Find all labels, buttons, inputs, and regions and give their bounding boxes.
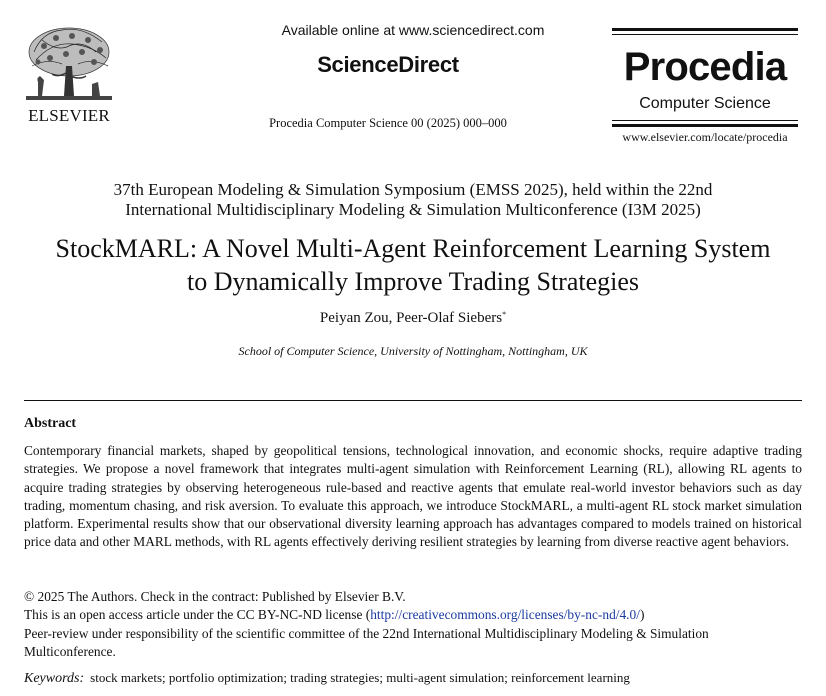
procedia-title: Procedia <box>623 45 787 89</box>
conference-line-1: 37th European Modeling & Simulation Symposium (EMSS 2025), held within the 22nd <box>113 180 713 199</box>
conference-info <box>0 180 826 220</box>
paper-title <box>0 232 826 298</box>
affiliation: School of Computer Science, University of Nottingham, Nottingham, UK <box>238 344 588 358</box>
keywords-label: Keywords: <box>24 671 85 686</box>
abstract-heading: Abstract <box>24 416 77 431</box>
keywords <box>24 670 814 687</box>
authors <box>0 310 826 327</box>
journal-citation: Procedia Computer Science 00 (2025) 000–000 <box>269 116 507 130</box>
abstract-text: Contemporary financial markets, shaped by geopolitical tensions, technological innovation, and economic shocks, require adaptive trading strategies. We propose a novel framework that integrates multi-agent simulation with Reinforcement Learning (RL), allowing RL agents to acquire trading strategies by observing heterogeneous rule-based and reactive agents that emulate real-world investor behaviors such as day trading, momentum chasing, and risk aversion. To evaluate this approach, we introduce StockMARL, a multi-agent RL stock market simulation platform. Experimental results show that our observational diversity learning approach has advantages compared to models trained on historical price data and other MARL methods, with RL agents effectively deriving resilient strategies by learning from diverse reactive agent behaviors. <box>24 443 802 550</box>
conference-line-2: International Multidisciplinary Modeling & Simulation Multiconference (I3M 2025) <box>125 200 701 219</box>
title-line-2: to Dynamically Improve Trading Strategies <box>186 267 640 296</box>
license-suffix: ) <box>639 607 645 623</box>
license-prefix: This is an open access article under the CC BY-NC-ND license ( <box>24 607 371 623</box>
corresponding-author-mark: * <box>502 310 507 319</box>
copyright-line: © 2025 The Authors. Check in the contract: Published by Elsevier B.V. <box>24 589 406 604</box>
author-names: Peiyan Zou, Peer-Olaf Siebers <box>319 310 503 326</box>
procedia-logo-box <box>612 28 798 127</box>
available-online-text: Available online at www.sciencedirect.com <box>281 22 545 38</box>
divider <box>24 400 802 401</box>
copyright-block <box>24 588 802 661</box>
title-line-1: StockMARL: A Novel Multi-Agent Reinforcement Learning System <box>55 234 771 263</box>
sciencedirect-wordmark: ScienceDirect <box>317 52 459 77</box>
license-link[interactable]: http://creativecommons.org/licenses/by-nc-nd/4.0/ <box>370 607 640 623</box>
procedia-subtitle: Computer Science <box>639 95 771 112</box>
peer-review-line: Peer-review under responsibility of the scientific committee of the 22nd International Multidisciplinary Modeling & Simulation Multiconference. <box>24 625 709 659</box>
elsevier-wordmark: ELSEVIER <box>28 106 110 125</box>
keywords-list: stock markets; portfolio optimization; trading strategies; multi-agent simulation; reinforcement learning <box>90 670 630 685</box>
license-line <box>24 606 802 624</box>
journal-url: www.elsevier.com/locate/procedia <box>622 130 788 144</box>
